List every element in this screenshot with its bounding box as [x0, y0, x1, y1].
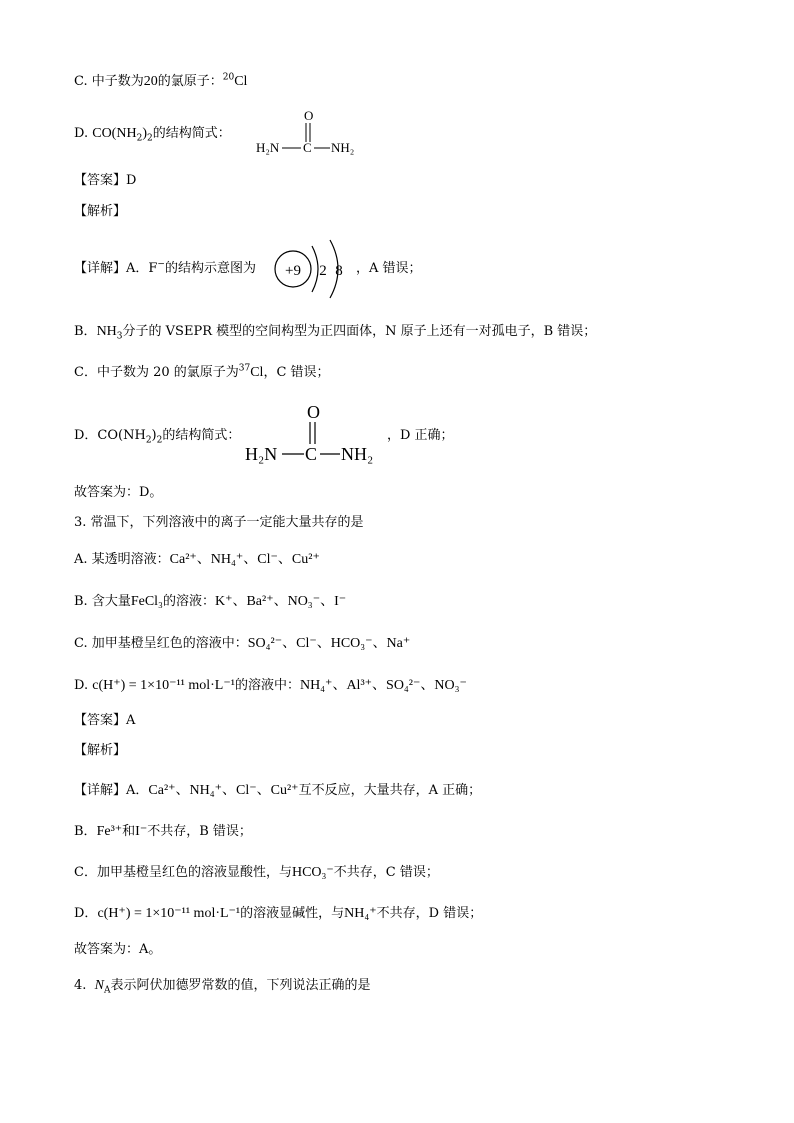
q2-conclusion — [74, 484, 162, 502]
iodide-ion: I⁻ — [135, 824, 148, 839]
question-stem: 表示阿伏加德罗常数的值，下列说法正确的是 — [110, 978, 371, 993]
subscript: 2 — [145, 435, 152, 446]
subscript: 3 — [116, 331, 123, 342]
urea-formula: CO(NH — [92, 126, 137, 141]
iron-chloride-formula: FeCl₃ — [130, 594, 163, 609]
question-number: 4. — [74, 978, 87, 993]
q3-detail-d — [74, 905, 482, 923]
detail-b-result: 不共存，B 错误； — [147, 824, 252, 839]
iron-ion: Fe³⁺ — [96, 824, 123, 839]
amine-left-label: H₂N — [256, 140, 280, 155]
option-b-text2: 的溶液： — [162, 594, 215, 609]
detail-b-and: 和 — [122, 824, 136, 839]
q2-analysis-label — [74, 203, 126, 221]
detail-c-text: C．中子数为 20 的氯原子为 — [74, 365, 239, 380]
q2-detail-c — [74, 364, 330, 382]
q2-detail-a — [74, 260, 256, 278]
charge: − — [157, 259, 165, 270]
ammonium-ion: NH₄⁺ — [344, 906, 377, 921]
q3-detail-b — [74, 823, 252, 841]
detail-c-result: ，C 错误； — [263, 365, 330, 380]
option-c-ions: SO₄²⁻、Cl⁻、HCO₃⁻、Na⁺ — [247, 636, 411, 651]
option-d-label: D. — [74, 678, 93, 693]
subscript: 2 — [136, 133, 143, 144]
option-b-text: B. 含大量 — [74, 594, 131, 609]
urea-structure-small — [252, 106, 367, 158]
answer-label: 【答案】 — [74, 713, 127, 728]
subscript: 2 — [146, 133, 153, 144]
urea-structure-large — [242, 400, 387, 468]
mass-number: 37 — [238, 363, 251, 374]
electron-shell-1 — [312, 246, 318, 292]
q3-conclusion — [74, 941, 161, 959]
q3-option-b — [74, 593, 346, 611]
q2-option-c-text2: 的氯原子： — [157, 74, 223, 89]
paren: ) — [142, 126, 147, 141]
q3-answer — [74, 712, 135, 730]
q3-detail-c — [74, 864, 439, 882]
detail-a-label: 【详解】A． — [74, 783, 149, 798]
conclusion-text: 故答案为：D。 — [74, 485, 163, 500]
conclusion-text: 故答案为：A。 — [74, 942, 162, 957]
detail-c-text: C．加甲基橙呈红色的溶液显酸性，与 — [74, 865, 292, 880]
analysis-label: 【解析】 — [74, 204, 127, 219]
answer-value: D — [126, 173, 137, 188]
answer-label: 【答案】 — [74, 173, 127, 188]
nucleus-charge: +9 — [285, 263, 301, 279]
amine-left-label: H₂N — [245, 444, 278, 464]
option-a-text: A. 某透明溶液： — [74, 552, 170, 567]
q2-option-d — [74, 125, 231, 143]
detail-c-result: 不共存，C 错误； — [333, 865, 439, 880]
analysis-label: 【解析】 — [74, 743, 127, 758]
detail-b-label: B． — [74, 824, 97, 839]
q2-answer — [74, 172, 136, 190]
detail-d-text2: 的结构简式： — [162, 428, 241, 443]
detail-b-text: 分子的 VSEPR 模型的空间构型为正四面体，N 原子上还有一对孤电子，B 错误； — [122, 324, 597, 339]
detail-a-text: 【详解】A．F — [74, 261, 158, 276]
option-a-ions: Ca²⁺、NH₄⁺、Cl⁻、Cu²⁺ — [169, 552, 320, 567]
element-symbol: Cl — [250, 365, 264, 380]
q2-detail-a-end — [356, 260, 422, 278]
neutron-count: 20 — [143, 74, 158, 89]
question-stem: 3. 常温下，下列溶液中的离子一定能大量共存的是 — [74, 515, 364, 530]
bicarbonate-ion: HCO₃⁻ — [291, 865, 334, 880]
amine-right-label: NH₂ — [341, 444, 374, 464]
fluoride-ion-diagram — [272, 234, 352, 304]
detail-a-result: 互不反应，大量共存，A 正确； — [298, 783, 482, 798]
q2-option-d-label: D. — [74, 126, 93, 141]
detail-a-result: ，A 错误； — [356, 261, 422, 276]
detail-d-text: D．CO(NH — [74, 428, 146, 443]
shell-2-electrons: 8 — [335, 263, 343, 279]
q2-detail-d — [74, 427, 240, 445]
concentration-expression: c(H⁺) = 1×10⁻¹¹ mol·L⁻¹ — [92, 678, 235, 693]
answer-value: A — [126, 713, 136, 728]
q2-detail-d-end — [387, 427, 454, 445]
amine-right-label: NH₂ — [331, 140, 355, 155]
detail-d-text: 的溶液显碱性，与 — [240, 906, 345, 921]
ammonia-formula: NH — [96, 324, 117, 339]
carbon-label: C — [303, 140, 312, 155]
mass-number: 20 — [222, 72, 235, 83]
avogadro-symbol: N — [94, 978, 105, 993]
carbon-label: C — [305, 444, 318, 464]
q3-option-a — [74, 551, 320, 569]
paren: ) — [151, 428, 157, 443]
q2-option-d-text: 的结构简式： — [152, 126, 231, 141]
detail-d-result: ，D 正确； — [387, 428, 454, 443]
option-c-text: C. 加甲基橙呈红色的溶液中： — [74, 636, 248, 651]
q2-detail-b — [74, 323, 596, 341]
q2-option-c — [74, 73, 247, 91]
q3-option-c — [74, 635, 410, 653]
oxygen-label: O — [304, 108, 314, 123]
oxygen-label: O — [307, 402, 320, 422]
subscript: A — [104, 985, 111, 996]
detail-d-label: D． — [74, 906, 98, 921]
q3-analysis-label — [74, 742, 126, 760]
detail-d-result: 不共存，D 错误； — [376, 906, 483, 921]
concentration-expression: c(H⁺) = 1×10⁻¹¹ mol·L⁻¹ — [97, 906, 241, 921]
q4-stem — [74, 977, 371, 995]
option-d-text: 的溶液中： — [234, 678, 300, 693]
element-symbol: Cl — [234, 74, 248, 89]
detail-a-ions: Ca²⁺、NH₄⁺、Cl⁻、Cu²⁺ — [148, 783, 299, 798]
option-d-ions: NH₄⁺、Al³⁺、SO₄²⁻、NO₃⁻ — [299, 678, 467, 693]
q3-option-d — [74, 677, 467, 695]
q3-stem — [74, 514, 364, 532]
q3-detail-a — [74, 782, 481, 800]
q2-option-c-text: C. 中子数为 — [74, 74, 144, 89]
subscript: 2 — [156, 435, 163, 446]
detail-a-text2: 的结构示意图为 — [164, 261, 256, 276]
option-b-ions: K⁺、Ba²⁺、NO₃⁻、I⁻ — [214, 594, 347, 609]
detail-b-label: B． — [74, 324, 97, 339]
shell-1-electrons: 2 — [319, 263, 327, 279]
